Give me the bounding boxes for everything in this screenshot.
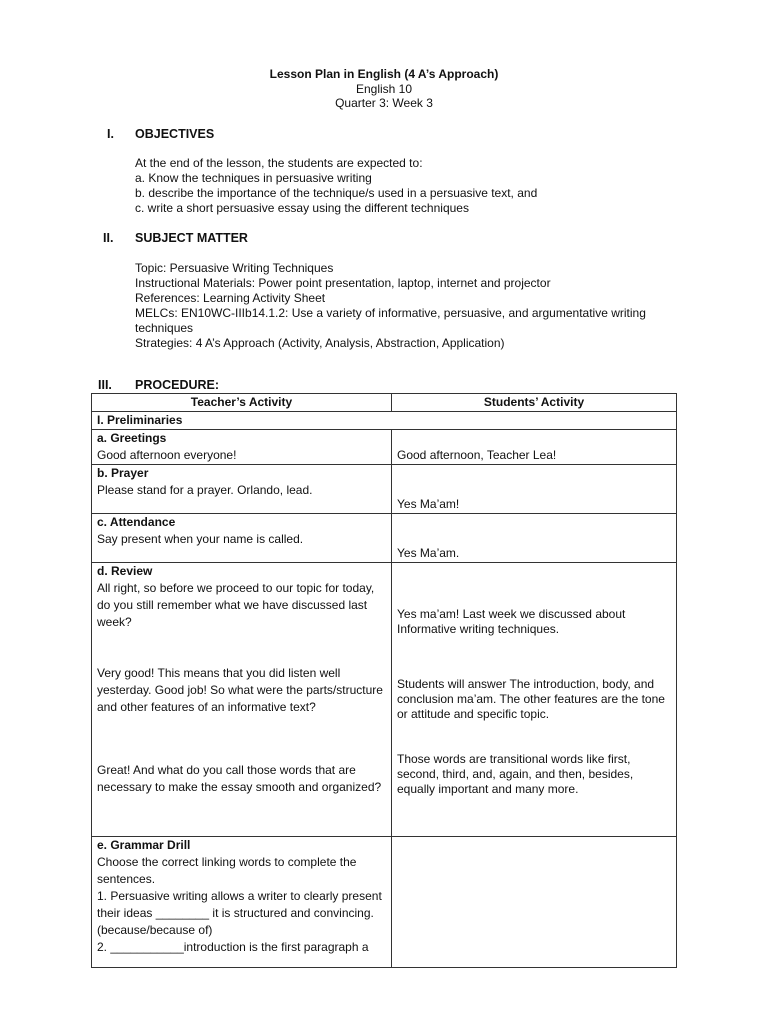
- grammar-item-1: 1. Persuasive writing allows a writer to clearly present their ideas ________ it is structured and convincing. (because/because of): [97, 889, 382, 937]
- greetings-teacher-text: Good afternoon everyone!: [97, 448, 237, 462]
- review-student-text-1: Yes ma’am! Last week we discussed about Informative writing techniques.: [397, 607, 626, 636]
- preliminaries-cell: [92, 412, 677, 430]
- greetings-label: a. Greetings: [97, 431, 167, 445]
- greetings-teacher-cell: [92, 430, 392, 465]
- melcs-line: MELCs: EN10WC-IIIb14.1.2: Use a variety of informative, persuasive, and argumentative writing: [135, 306, 646, 320]
- preliminaries-label: I. Preliminaries: [97, 413, 183, 427]
- document-quarter: Quarter 3: Week 3: [335, 96, 433, 110]
- prayer-student-cell: [392, 465, 677, 514]
- teacher-activity-header: Teacher’s Activity: [92, 394, 392, 412]
- objective-item: b. describe the importance of the technique/s used in a persuasive text, and: [135, 186, 538, 200]
- prayer-teacher-cell: [92, 465, 392, 514]
- attendance-teacher-cell: [92, 514, 392, 563]
- students-activity-header: Students’ Activity: [392, 394, 677, 412]
- document-subject: English 10: [355, 82, 413, 96]
- materials-line: Instructional Materials: Power point presentation, laptop, internet and projector: [135, 276, 551, 290]
- topic-line: Topic: Persuasive Writing Techniques: [135, 261, 334, 275]
- greetings-student-cell: [392, 430, 677, 465]
- grammar-item-2: 2. ___________introduction is the first paragraph a: [97, 940, 369, 954]
- prayer-student-text: Yes Ma’am!: [397, 497, 460, 511]
- table-row: [92, 412, 677, 430]
- review-teacher-text-2: Very good! This means that you did listen well yesterday. Good job! So what were the parts/structure and other features of an informative text?: [97, 666, 383, 714]
- prayer-teacher-text: Please stand for a prayer. Orlando, lead.: [97, 483, 313, 497]
- grammar-label: e. Grammar Drill: [97, 838, 191, 852]
- objectives-intro: At the end of the lesson, the students are expected to:: [135, 156, 423, 170]
- subject-matter-number: II.: [103, 231, 114, 245]
- objectives-body: [135, 156, 675, 216]
- table-row: [92, 430, 677, 465]
- procedure-number: III.: [98, 378, 112, 392]
- attendance-student-text: Yes Ma’am.: [397, 546, 460, 560]
- objectives-heading: OBJECTIVES: [135, 127, 215, 141]
- procedure-table: [91, 393, 677, 968]
- grammar-student-cell: [392, 837, 677, 968]
- objective-item: c. write a short persuasive essay using the different techniques: [135, 201, 469, 215]
- references-line: References: Learning Activity Sheet: [135, 291, 326, 305]
- review-student-cell: [392, 563, 677, 837]
- objectives-number: I.: [107, 127, 114, 141]
- table-header-row: [92, 394, 677, 412]
- prayer-label: b. Prayer: [97, 466, 149, 480]
- table-row: [92, 514, 677, 563]
- grammar-teacher-cell: [92, 837, 392, 968]
- strategies-line: Strategies: 4 A’s Approach (Activity, Analysis, Abstraction, Application): [135, 336, 505, 350]
- subject-matter-heading: SUBJECT MATTER: [135, 231, 248, 245]
- greetings-student-text: Good afternoon, Teacher Lea!: [397, 448, 557, 462]
- melcs-line-continued: techniques: [135, 321, 194, 335]
- procedure-heading: PROCEDURE:: [135, 378, 220, 392]
- review-teacher-text-1: All right, so before we proceed to our topic for today, do you still remember what we have discussed last week?: [97, 581, 375, 629]
- review-teacher-text-3: Great! And what do you call those words that are necessary to make the essay smooth and organized?: [97, 763, 382, 794]
- review-teacher-cell: [92, 563, 392, 837]
- subject-matter-body: [135, 261, 675, 351]
- grammar-instruction: Choose the correct linking words to complete the sentences.: [97, 855, 357, 886]
- table-row: [92, 563, 677, 837]
- review-student-text-3: Those words are transitional words like first, second, third, and, again, and then, besides, equally important and many more.: [397, 752, 634, 796]
- document-title: Lesson Plan in English (4 A’s Approach): [269, 67, 499, 81]
- attendance-student-cell: [392, 514, 677, 563]
- attendance-label: c. Attendance: [97, 515, 176, 529]
- review-label: d. Review: [97, 564, 153, 578]
- attendance-teacher-text: Say present when your name is called.: [97, 532, 304, 546]
- objective-item: a. Know the techniques in persuasive writing: [135, 171, 372, 185]
- review-student-text-2: Students will answer The introduction, body, and conclusion ma’am. The other features are the tone or attitude and specific topic.: [397, 677, 665, 721]
- table-row: [92, 465, 677, 514]
- table-row: [92, 837, 677, 968]
